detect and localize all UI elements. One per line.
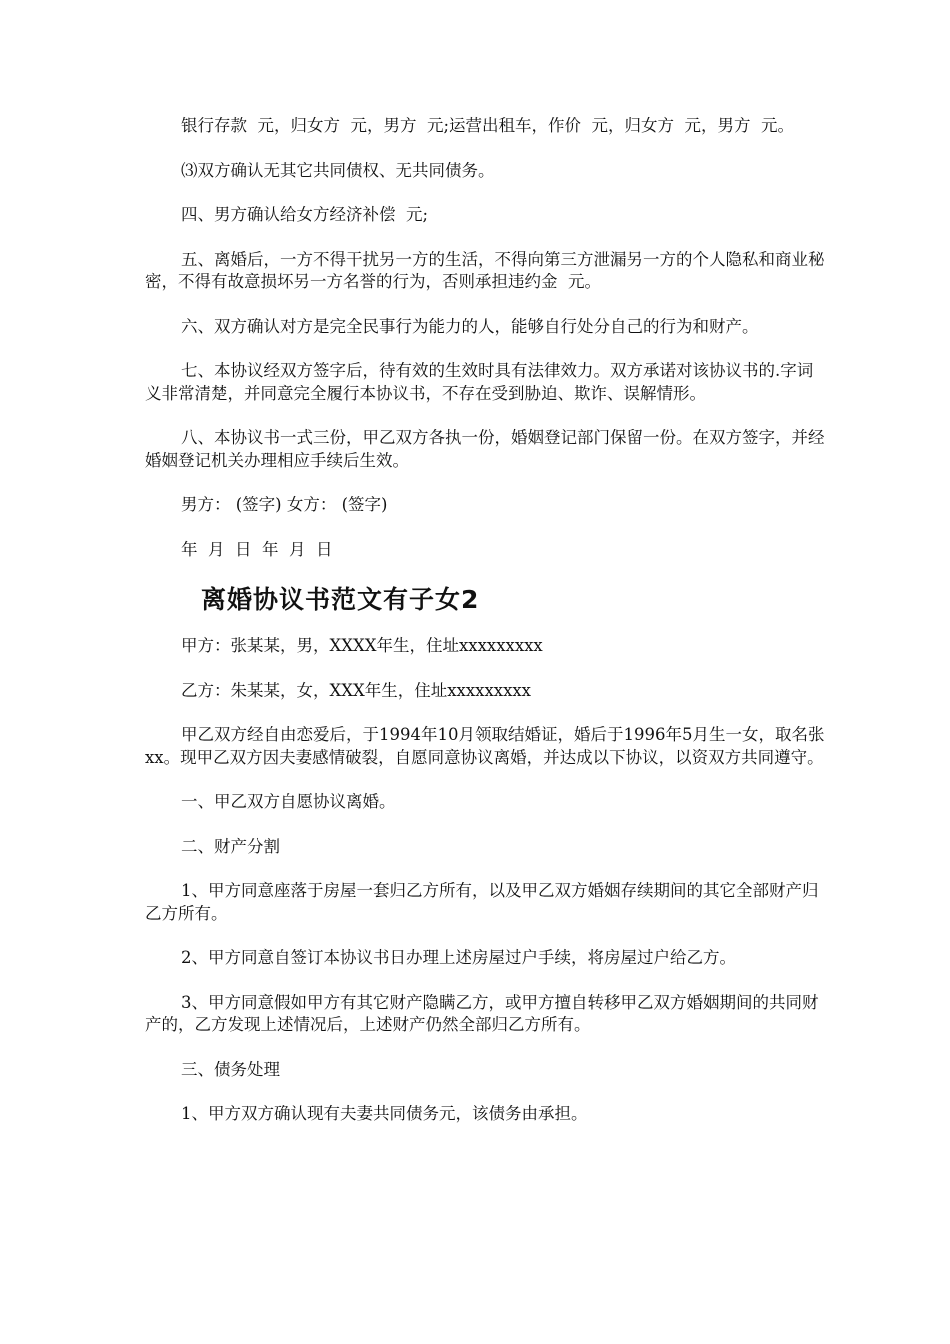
paragraph-no-joint-debt: ⑶双方确认无其它共同债权、无共同债务。: [181, 160, 495, 180]
section-title: 离婚协议书范文有子女2: [201, 585, 480, 614]
clause-3-item-1: 1、甲方双方确认现有夫妻共同债务元，该债务由承担。: [181, 1104, 588, 1123]
clause-2-heading: 二、财产分割: [181, 836, 280, 856]
date-line: 年 月 日 年 月 日: [181, 539, 333, 559]
paragraph-privacy: 五、离婚后，一方不得干扰另一方的生活，不得向第三方泄漏另一方的个人隐私和商业秘密，不得有故意损坏另一方名誉的行为，否则承担违约金 元。: [145, 249, 825, 291]
clause-3-heading: 三、债务处理: [181, 1059, 280, 1079]
party-b: 乙方：朱某某，女，XXX年生，住址xxxxxxxxx: [181, 680, 531, 700]
paragraph-compensation: 四、男方确认给女方经济补偿 元;: [181, 205, 429, 224]
clause-2-item-2: 2、甲方同意自签订本协议书日办理上述房屋过户手续，将房屋过户给乙方。: [181, 948, 736, 967]
clause-2-item-3: 3、甲方同意假如甲方有其它财产隐瞒乙方，或甲方擅自转移甲乙双方婚姻期间的共同财产的，乙方发现上述情况后，上述财产仍然全部归乙方所有。: [145, 992, 819, 1034]
signature-line: 男方： (签字) 女方： (签字): [181, 495, 388, 514]
paragraph-copies: 八、本协议书一式三份，甲乙双方各执一份，婚姻登记部门保留一份。在双方签字，并经婚姻登记机关办理相应手续后生效。: [145, 428, 825, 470]
document-page: [145, 115, 825, 1148]
clause-2-item-1: 1、甲方同意座落于房屋一套归乙方所有，以及甲乙双方婚姻存续期间的其它全部财产归乙方所有。: [145, 881, 819, 923]
party-a: 甲方：张某某，男，XXXX年生，住址xxxxxxxxx: [181, 636, 543, 655]
paragraph-effect: 七、本协议经双方签字后，待有效的生效时具有法律效力。双方承诺对该协议书的.字词义非常清楚，并同意完全履行本协议书，不存在受到胁迫、欺诈、误解情形。: [145, 361, 814, 403]
paragraph-bank-deposit: 银行存款 元，归女方 元，男方 元;运营出租车，作价 元，归女方 元，男方 元。: [181, 116, 794, 135]
clause-1: 一、甲乙双方自愿协议离婚。: [181, 792, 396, 811]
paragraph-capacity: 六、双方确认对方是完全民事行为能力的人，能够自行处分自己的行为和财产。: [181, 316, 759, 336]
paragraph-background: 甲乙双方经自由恋爱后，于1994年10月领取结婚证，婚后于1996年5月生一女，取名张xx。现甲乙双方因夫妻感情破裂，自愿同意协议离婚，并达成以下协议，以资双方共同遵守。: [145, 725, 825, 767]
